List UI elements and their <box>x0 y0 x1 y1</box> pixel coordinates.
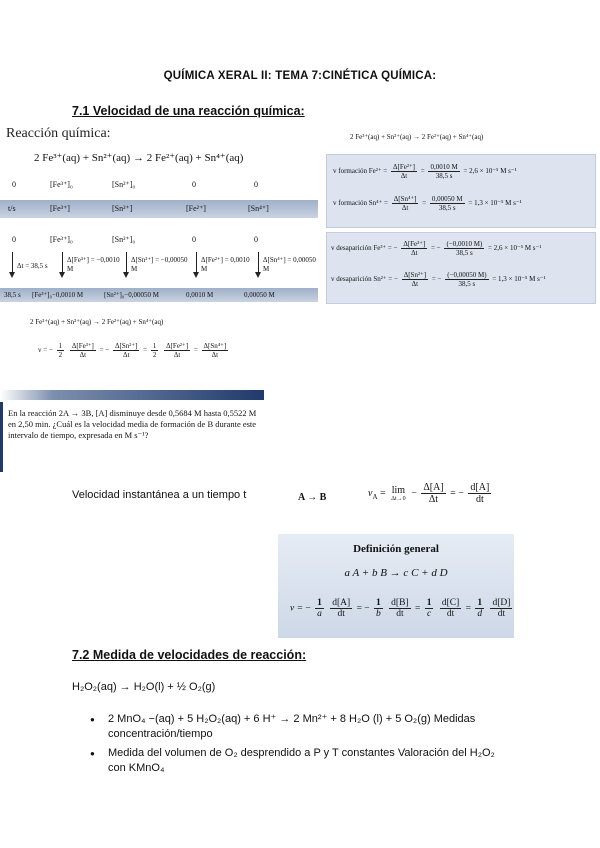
row-final: 38,5 s [Fe³⁺]₀−0,0010 M [Sn²⁺]₀−0,00050 M 0,0010 M 0,00050 M <box>0 288 318 302</box>
disappearance-fe3: v desaparición Fe³⁺ = − $\frac{\text{Δ[Fe³⁺]}}{\Delta t}$ = − $\frac{(-0,0010 M)}{38,5 s}$ = 2,6 × 10⁻⁵ M s⁻¹ <box>331 240 542 257</box>
instant-rate-label: Velocidad instantánea a un tiempo t <box>72 489 247 501</box>
arrow-head-icon <box>9 272 15 278</box>
arrow-head-icon <box>193 272 199 278</box>
formation-fe2: v formación Fe²⁺ = $\frac{\text{Δ[Fe²⁺]}}{\Delta t}$ = $\frac{0,0010 M}{38,5 s}$ = 2,6 × 10⁻⁵ M s⁻¹ <box>333 163 517 180</box>
reaction-equation: 2 Fe³⁺(aq) + Sn²⁺(aq) → 2 Fe²⁺(aq) + Sn⁴⁺(aq) <box>34 152 244 164</box>
general-rate-formula: v = − $\frac{1}{a}$ $\frac{d[A]}{dt}$ = − $\frac{1}{b}$ $\frac{d[B]}{dt}$ = $\frac{1}{c}$ $\frac{d[C]}{dt}$ = $\frac{1}{d}$ $\frac{d[D]}{dt}$ <box>290 598 511 619</box>
section-heading-1: 7.1 Velocidad de una reacción química: <box>72 104 305 118</box>
arrow-head-icon <box>255 272 261 278</box>
problem-text: En la reacción 2A → 3B, [A] disminuye desde 0,5684 M hasta 0,5522 M en 2,50 min. ¿Cuál es la velocidad media de formación de B durante este intervalo de tiempo, expresada en M s⁻¹? <box>8 408 257 440</box>
instant-rate-formula: $v_A$ = lim Δt→0 − $\frac{\Delta[A]}{\Delta t}$ = − $\frac{d[A]}{dt}$ <box>368 482 490 505</box>
general-definition-box <box>278 534 514 638</box>
general-reaction: a A + b B → c C + d D <box>344 567 448 579</box>
delta-t: Δt = 38,5 s <box>17 262 48 270</box>
disappearance-sn2: v desaparición Sn²⁺ = − $\frac{\text{Δ[Sn²⁺]}}{\Delta t}$ = − $\frac{(-0,00050 M)}{38,5 s}$ = 1,3 × 10⁻⁵ M s⁻¹ <box>331 271 546 288</box>
decomposition-equation: H₂O₂(aq) → H₂O(l) + ½ O₂(g) <box>72 681 216 693</box>
delta-sn2: Δ[Sn²⁺] = −0,00050 M <box>131 256 188 273</box>
general-definition-title: Definición general <box>353 543 439 555</box>
list-item: ● 2 MnO₄ −(aq) + 5 H₂O₂(aq) + 6 H⁺ → 2 Mn²⁺ + 8 H₂O (l) + 5 O₂(g) Medidas concentración/tiempo <box>90 712 510 742</box>
reaction-equation-3: 2 Fe³⁺(aq) + Sn²⁺(aq) → 2 Fe²⁺(aq) + Sn⁴⁺(aq) <box>350 133 484 141</box>
reaction-label: Reacción química: <box>6 126 111 141</box>
arrow-down-icon <box>196 252 197 274</box>
rate-expression: v = − $\frac{1}{2}$ $\frac{\text{Δ[Fe³⁺]}}{\Delta t}$ = − $\frac{\text{Δ[Sn²⁺]}}{\Delta t}$ = $\frac{1}{2}$ $\frac{\text{Δ[Fe²⁺]}}{\Delta t}$ = $\frac{\text{Δ[Sn⁴⁺]}}{\Delta t}$ <box>38 342 227 359</box>
disappearance-rates-box <box>326 232 596 304</box>
methods-list <box>90 712 510 780</box>
delta-fe2: Δ[Fe²⁺] = 0,0010 M <box>201 256 250 273</box>
delta-fe3: Δ[Fe³⁺] = −0,0010 M <box>67 256 120 273</box>
instant-reaction: A → B <box>298 492 327 503</box>
arrow-down-icon <box>258 252 259 274</box>
reaction-equation-2: 2 Fe³⁺(aq) + Sn²⁺(aq) → 2 Fe²⁺(aq) + Sn⁴⁺(aq) <box>30 318 164 326</box>
formation-sn4: v formación Sn⁴⁺ = $\frac{\text{Δ[Sn⁴⁺]}}{\Delta t}$ = $\frac{0,00050 M}{38,5 s}$ = 1,3 × 10⁻⁵ M s⁻¹ <box>333 195 522 212</box>
row2-t0: 0 [Fe³⁺]₀ [Sn²⁺]₀ 0 0 <box>12 235 258 244</box>
arrow-down-icon <box>126 252 127 274</box>
page-title: QUÍMICA XERAL II: TEMA 7:CINÉTICA QUÍMICA: <box>163 70 437 82</box>
arrow-down-icon <box>62 252 63 274</box>
row-t0: 0 [Fe³⁺]₀ [Sn²⁺]₀ 0 0 <box>12 180 258 189</box>
section-heading-2: 7.2 Medida de velocidades de reacción: <box>72 648 307 662</box>
arrow-down-icon <box>12 252 13 274</box>
formation-rates-box <box>326 154 596 228</box>
arrow-head-icon <box>123 272 129 278</box>
arrow-head-icon <box>59 272 65 278</box>
list-item: ● Medida del volumen de O₂ desprendido a P y T constantes Valoración del H₂O₂ con KMnO₄ <box>90 746 510 776</box>
row-header: t/s [Fe³⁺] [Sn²⁺] [Fe²⁺] [Sn⁴⁺] <box>0 200 318 218</box>
problem-side-bar <box>0 402 3 472</box>
delta-sn4: Δ[Sn⁴⁺] = 0,00050 M <box>263 256 316 273</box>
problem-header-bar <box>0 390 264 400</box>
